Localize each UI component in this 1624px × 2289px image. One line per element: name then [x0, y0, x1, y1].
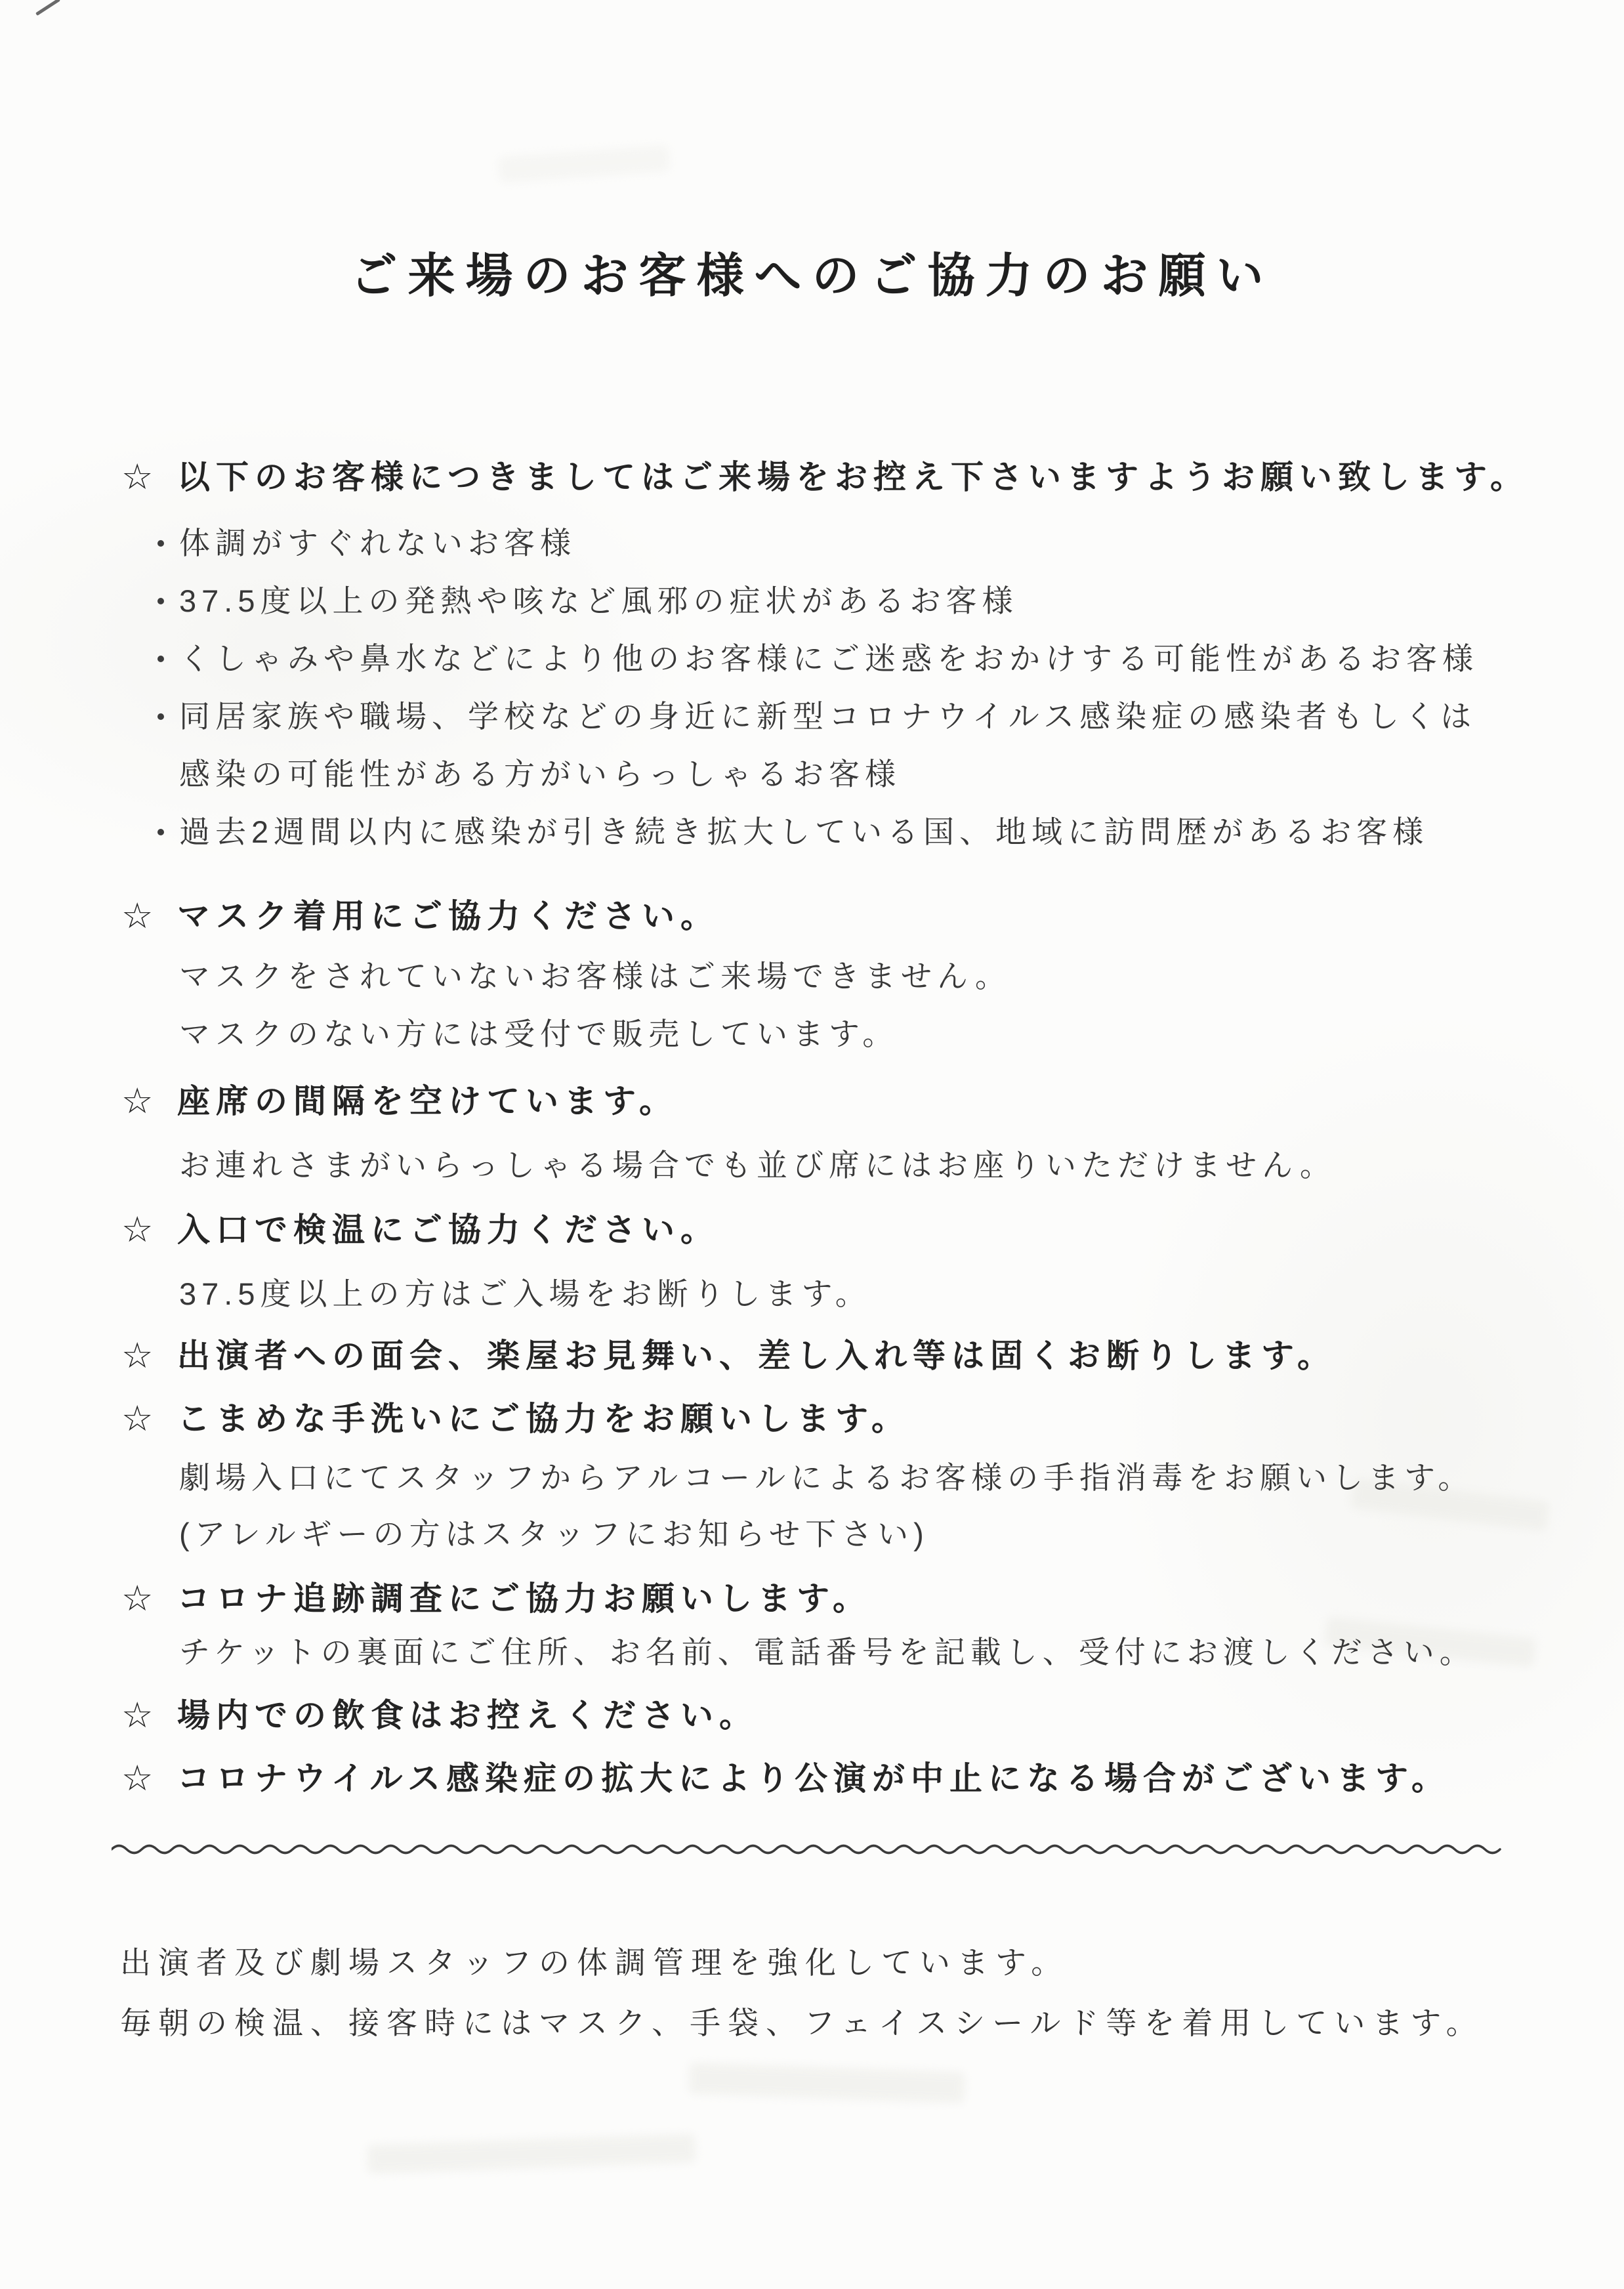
note-line: (アレルギーの方はスタッフにお知らせ下さい) [179, 1517, 929, 1551]
scan-bleedthrough-artifact [498, 145, 670, 183]
bullet-dot-icon [156, 572, 179, 630]
note-line: お連れさまがいらっしゃる場合でも並び席にはお座りいただけません。 [179, 1148, 1336, 1183]
star-icon: ☆ [121, 1399, 154, 1438]
page-title: ご来場のお客様へのご協力のお願い [350, 250, 1274, 303]
section-heading: コロナウイルス感染症の拡大により公演が中止になる場合がございます。 [177, 1760, 1450, 1797]
section-heading: マスク着用にご協力ください。 [177, 898, 719, 934]
footer-line: 出演者及び劇場スタッフの体調管理を強化しています。 [120, 1945, 1070, 1980]
section-heading: 座席の間隔を空けています。 [177, 1083, 678, 1120]
star-icon: ☆ [121, 1210, 154, 1250]
section-heading: 場内での飲食はお控えください。 [177, 1697, 758, 1734]
section-heading-row [121, 448, 1558, 506]
star-icon: ☆ [121, 1579, 154, 1618]
scan-bleedthrough-artifact [367, 2133, 696, 2174]
bullet-text: 過去2週間以内に感染が引き続き拡大している国、地域に訪問歴があるお客様 [179, 814, 1429, 849]
scan-bleedthrough-artifact [688, 2063, 965, 2104]
bullet-item [156, 803, 1558, 861]
bullet-item [156, 514, 1558, 572]
footer-line: 毎朝の検温、接客時にはマスク、手袋、フェイスシールド等を着用しています。 [120, 2006, 1484, 2040]
section-heading: 出演者への面会、楽屋お見舞い、差し入れ等は固くお断りします。 [177, 1337, 1336, 1374]
section-heading-row [121, 887, 1558, 945]
bullet-text: くしゃみや鼻水などにより他のお客様にご迷惑をおかけする可能性があるお客様 [179, 641, 1478, 676]
section-heading-row [121, 1201, 1558, 1259]
section-heading: こまめな手洗いにご協力をお願いします。 [177, 1400, 910, 1437]
bullet-item [156, 688, 1558, 803]
section-heading-row [121, 1390, 1558, 1448]
section-heading: 入口で検温にご協力ください。 [177, 1211, 719, 1248]
section-heading: コロナ追跡調査にご協力お願いします。 [177, 1580, 871, 1617]
note-line: マスクをされていないお客様はご来場できません。 [179, 959, 1011, 994]
note-line: 劇場入口にてスタッフからアルコールによるお客様の手指消毒をお願いします。 [179, 1460, 1474, 1495]
bullet-dot-icon [156, 688, 179, 803]
section-heading-row [121, 1687, 1558, 1744]
bullet-dot-icon [156, 630, 179, 688]
bullet-dot-icon [156, 514, 179, 572]
star-icon: ☆ [121, 1696, 154, 1735]
bullet-dot-icon [156, 803, 179, 861]
section-heading-row [121, 1327, 1558, 1385]
bullet-text: 同居家族や職場、学校などの身近に新型コロナウイルス感染症の感染者もしくは感染の可能性がある方がいらっしゃるお客様 [179, 699, 1477, 791]
bullet-text: 37.5度以上の発熱や咳など風邪の症状があるお客様 [179, 583, 1018, 618]
note-line: チケットの裏面にご住所、お名前、電話番号を記載し、受付にお渡しください。 [179, 1635, 1476, 1670]
bullet-text: 体調がすぐれないお客様 [179, 526, 576, 560]
note-line: マスクのない方には受付で販売しています。 [179, 1017, 899, 1051]
star-icon: ☆ [121, 1336, 154, 1376]
section-heading-row [121, 1570, 1558, 1628]
section-heading-row [121, 1072, 1558, 1130]
scan-speck-artifact [35, 0, 60, 16]
section-heading-row [121, 1750, 1558, 1807]
wavy-separator [112, 1841, 1503, 1860]
star-icon: ☆ [121, 1759, 154, 1798]
section-heading: 以下のお客様につきましてはご来場をお控え下さいますようお願い致します。 [177, 459, 1529, 495]
star-icon: ☆ [121, 457, 154, 497]
note-line: 37.5度以上の方はご入場をお断りします。 [179, 1276, 871, 1311]
star-icon: ☆ [121, 896, 154, 936]
star-icon: ☆ [121, 1082, 154, 1121]
bullet-item [156, 572, 1558, 630]
bullet-item [156, 630, 1558, 688]
